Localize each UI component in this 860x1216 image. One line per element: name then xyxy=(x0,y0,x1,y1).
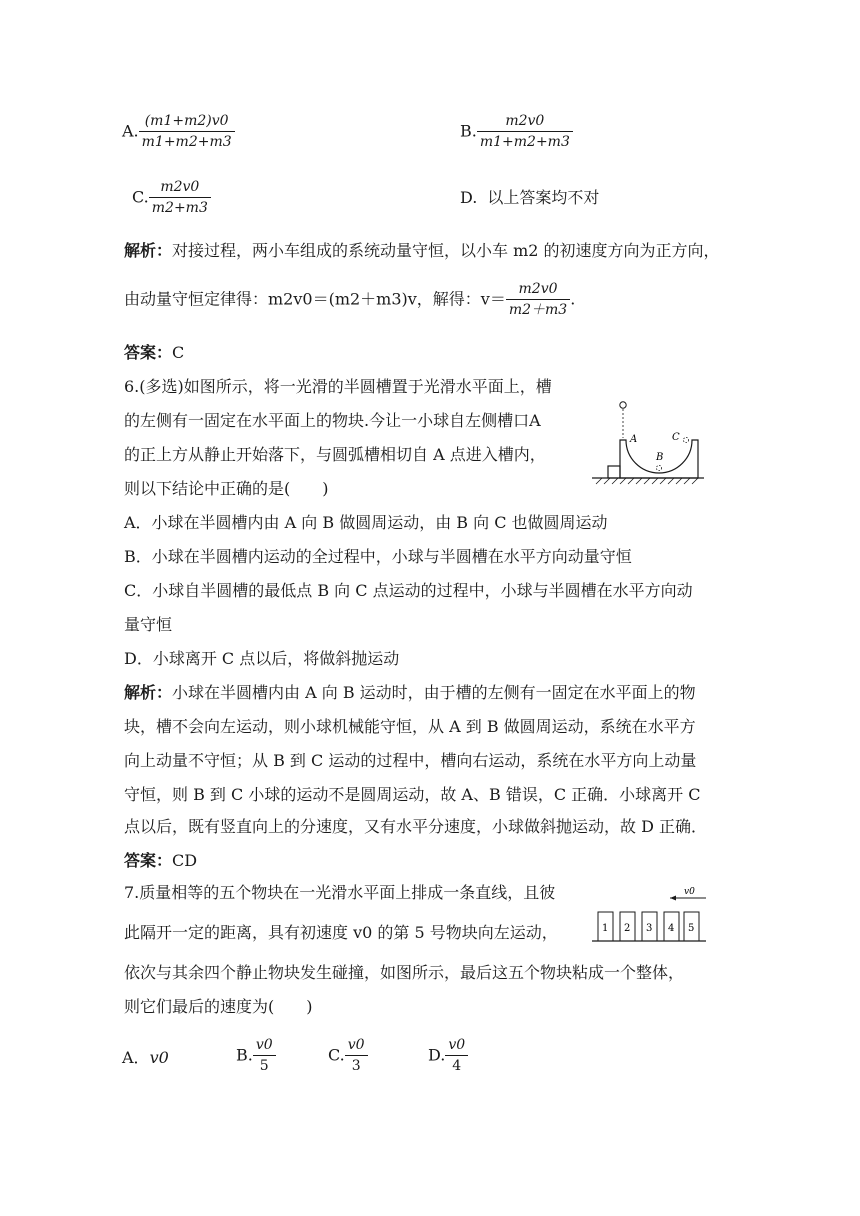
velocity-label: v0 xyxy=(684,887,695,897)
q5-opt-b-denominator: m1+m2+m3 xyxy=(479,134,570,150)
q7-stem-line-3: 依次与其余四个静止物块发生碰撞，如图所示，最后这五个物块粘成一个整体， xyxy=(124,963,685,982)
point-a-label: A xyxy=(630,434,638,445)
q5-analysis-line-1: 解析：对接过程，两小车组成的系统动量守恒，以小车 m2 的初速度方向为正方向， xyxy=(124,241,720,260)
q6-answer: 答案：CD xyxy=(124,851,198,870)
block-2-label: 2 xyxy=(624,923,631,934)
q5-analysis-numerator: m2v0 xyxy=(506,282,570,300)
q5-opt-c-numerator: m2v0 xyxy=(149,180,211,198)
q6-option-c: C．小球自半圆槽的最低点 B 向 C 点运动的过程中，小球与半圆槽在水平方向动 xyxy=(124,581,693,600)
ball xyxy=(620,402,626,408)
q5-option-b: B. $\frac{m2v0}{m1+m2+m3}$ xyxy=(460,114,573,149)
q5-opt-a-denominator: m1+m2+m3 xyxy=(141,134,232,150)
q6-analysis-line-4: 守恒，则 B 到 C 小球的运动不是圆周运动，故 A、B 错误，C 正确．小球离开 C xyxy=(124,785,701,804)
q5-option-a: A. $\frac{(m1+m2)v0}{m1+m2+m3}$ xyxy=(122,114,235,149)
ground-hatch xyxy=(596,478,698,484)
q5-analysis-line-2: 由动量守恒定律得：m2v0＝(m2＋m3)v，解得：v＝ $\frac{m2v0}{m2+m3}$ . xyxy=(124,281,576,318)
q6-analysis-line-3: 向上动量不守恒；从 B 到 C 运动的过程中，槽向右运动，系统在水平方向上动量 xyxy=(124,751,697,770)
q6-analysis-line-5: 点以后，既有竖直向上的分速度，又有水平分速度，小球做斜抛运动，故 D 正确． xyxy=(124,817,708,836)
velocity-arrowhead xyxy=(670,896,676,901)
q7-stem-line-2: 此隔开一定的距离，具有初速度 v0 的第 5 号物块向左运动， xyxy=(124,923,558,942)
block-3-label: 3 xyxy=(646,923,653,934)
q6-option-c-cont: 量守恒 xyxy=(124,615,173,634)
point-b-label: B xyxy=(656,452,664,463)
q7-option-c: C. $\frac{v0}{3}$ xyxy=(328,1038,368,1073)
q5-option-c: C. $\frac{m2v0}{m2+m3}$ xyxy=(132,180,211,215)
fixed-block xyxy=(608,466,620,478)
q6-analysis-line-1: 解析：小球在半圆槽内由 A 向 B 运动时，由于槽的左侧有一固定在水平面上的物 xyxy=(124,683,696,702)
q6-stem-line-3: 的正上方从静止开始落下，与圆弧槽相切自 A 点进入槽内， xyxy=(124,445,546,464)
q7-option-a: A．v0 xyxy=(122,1048,169,1067)
q7-option-b: B. $\frac{v0}{5}$ xyxy=(236,1038,276,1073)
block-5-label: 5 xyxy=(688,923,695,934)
q5-option-d: D. 以上答案均不对 xyxy=(460,188,600,207)
q5-opt-c-denominator: m2+m3 xyxy=(151,200,208,216)
q6-option-a: A．小球在半圆槽内由 A 向 B 做圆周运动，由 B 向 C 也做圆周运动 xyxy=(124,513,608,532)
q6-halfpipe-figure xyxy=(588,396,712,488)
q7-blocks-figure xyxy=(588,880,712,950)
block-1-label: 1 xyxy=(602,923,609,934)
q6-stem-line-2: 的左侧有一固定在水平面上的物块.今让一小球自左侧槽口A xyxy=(124,411,541,430)
q6-analysis-line-2: 块，槽不会向左运动，则小球机械能守恒，从 A 到 B 做圆周运动，系统在水平方 xyxy=(124,717,696,736)
q6-analysis-label: 解析： xyxy=(124,683,173,702)
point-c-label: C xyxy=(672,432,680,443)
ball-at-b xyxy=(656,465,661,470)
q6-option-d: D．小球离开 C 点以后，将做斜抛运动 xyxy=(124,649,400,668)
q5-opt-a-numerator: (m1+m2)v0 xyxy=(139,114,235,132)
block-4-label: 4 xyxy=(668,923,675,934)
q7-option-d: D. $\frac{v0}{4}$ xyxy=(428,1038,468,1073)
q6-option-b: B．小球在半圆槽内运动的全过程中，小球与半圆槽在水平方向动量守恒 xyxy=(124,547,632,566)
q6-stem-line-4: 则以下结论中正确的是( ) xyxy=(124,479,329,498)
q5-opt-b-numerator: m2v0 xyxy=(477,114,573,132)
q6-stem-line-1: 6.(多选)如图所示，将一光滑的半圆槽置于光滑水平面上，槽 xyxy=(124,377,552,396)
q5-analysis-label: 解析： xyxy=(124,241,173,260)
ball-at-c xyxy=(683,437,688,442)
q5-analysis-denominator: m2＋m3 xyxy=(508,302,568,318)
q7-stem-line-1: 7.质量相等的五个物块在一光滑水平面上排成一条直线，且彼 xyxy=(124,883,556,902)
q7-stem-line-4: 则它们最后的速度为( ) xyxy=(124,997,313,1016)
q5-answer: 答案：C xyxy=(124,343,185,362)
